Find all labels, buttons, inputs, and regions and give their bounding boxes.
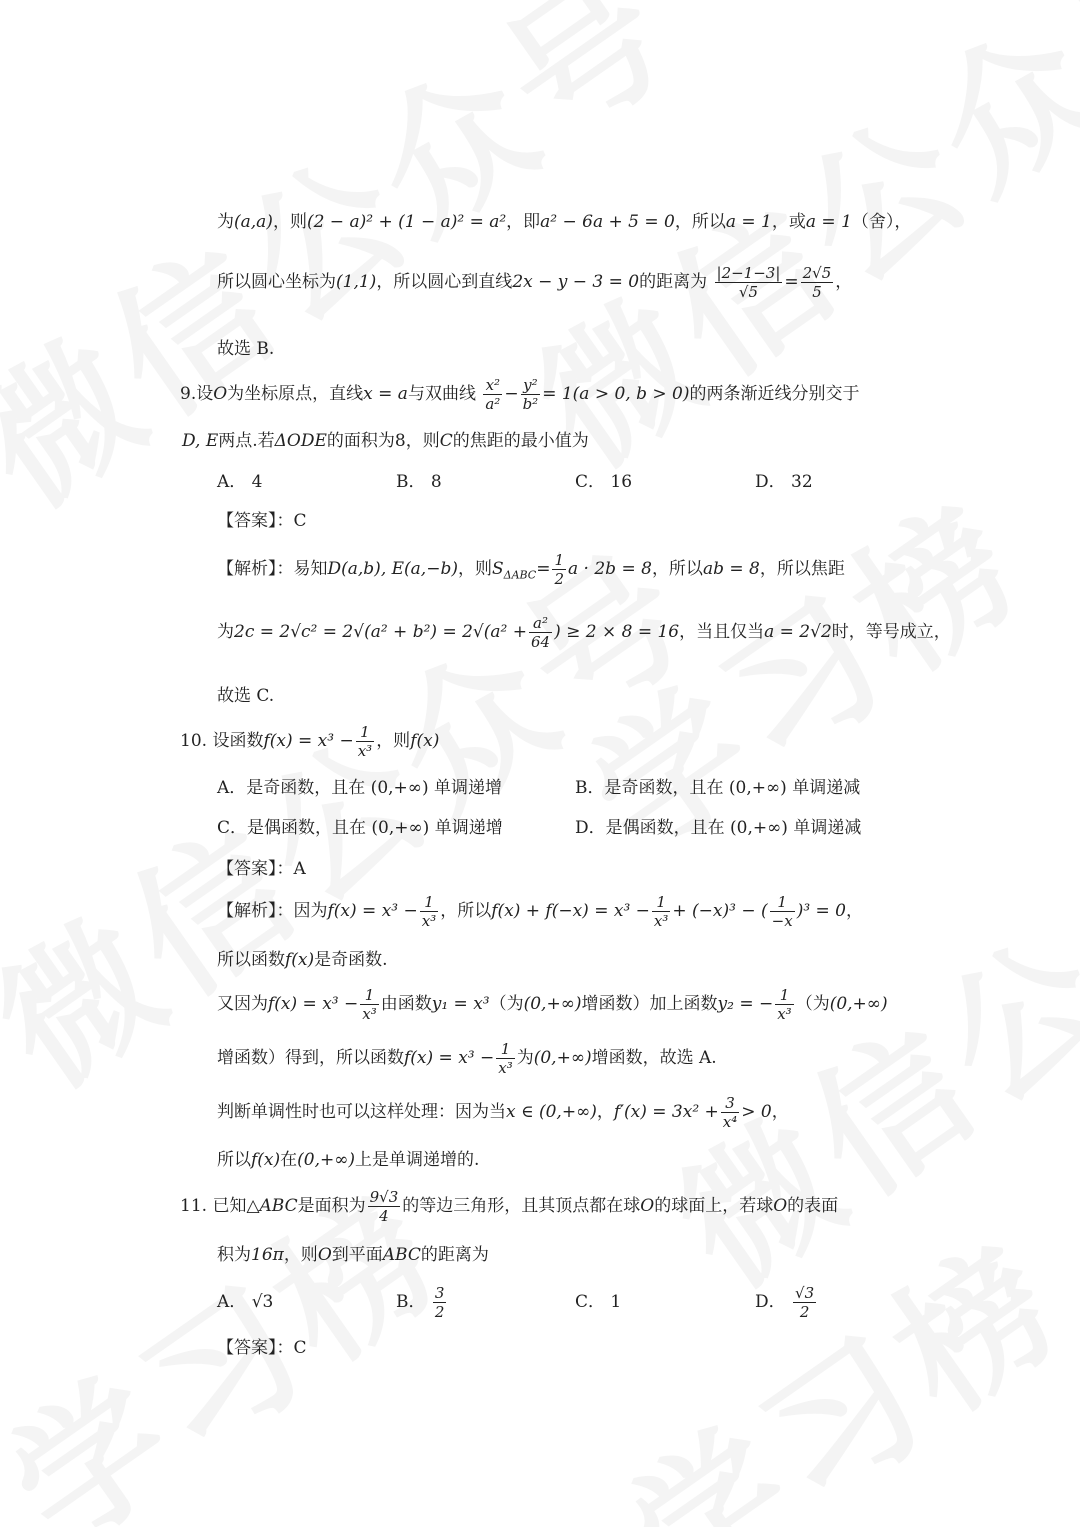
p8-line-2: 所以圆心坐标为(1,1)，所以圆心到直线2x − y − 3 = 0的距离为 $\frac{|2-1-3|}{√5}$ = $\frac{2√5}{5}$ ，: [217, 264, 853, 301]
fraction: $\frac{3}{2}$: [434, 1284, 445, 1321]
q10-analysis-line-2: 所以函数f(x)是奇函数.: [217, 950, 388, 970]
fraction: $\frac{1}{\text{x³}}$: [777, 986, 792, 1023]
q9-answer: 【答案】：C: [217, 511, 307, 531]
q9-choice-d: D． 32: [755, 472, 813, 492]
q10-choice-c: C．是偶函数，且在 (0,+∞) 单调递增: [217, 818, 503, 838]
fraction: $\frac{1}{\text{x³}}$: [653, 893, 669, 930]
q10-analysis-line-5: 判断单调性时也可以这样处理：因为当x ∈ (0,+∞)，f′(x) = 3x² + $\frac{3}{\text{x⁴}}$ > 0，: [217, 1094, 789, 1131]
fraction: $\frac{1}{\text{x³}}$: [421, 893, 437, 930]
q11-choice-c: C． 1: [575, 1292, 622, 1312]
fraction: $\frac{\text{a²}}{64}$: [530, 614, 551, 651]
q11-answer: 【答案】：C: [217, 1338, 307, 1358]
q9-stem-line-1: 9.设O为坐标原点，直线x = a与双曲线 $\frac{\text{x²}}{\text{a²}}$ − $\frac{\text{y²}}{\text{b²}}$ = 1(a > 0, b > 0)的两条渐近线分别交于: [180, 376, 860, 413]
fraction: $\frac{1}{\text{x³}}$: [357, 723, 373, 760]
q9-choice-c: C． 16: [575, 472, 633, 492]
q11-choice-a: A． √3: [217, 1292, 274, 1312]
q10-choice-a: A．是奇函数，且在 (0,+∞) 单调递增: [217, 778, 502, 798]
fraction: $\frac{1}{\text{x³}}$: [498, 1040, 513, 1077]
fraction: $\frac{\text{x²}}{\text{a²}}$: [485, 376, 501, 413]
fraction: $\frac{1}{\text{x³}}$: [362, 986, 377, 1023]
p8-line-3: 故选 B.: [217, 339, 275, 359]
q10-analysis-line-1: 【解析】：因为f(x) = x³ − $\frac{1}{\text{x³}}$ ，所以f(x) + f(−x) = x³ − $\frac{1}{\text{x³}}$ + (−x)³ − ( $\frac{1}{-x}$ )³ = 0，: [217, 893, 864, 930]
q11-stem-line-2: 积为16π，则O到平面ABC的距离为: [217, 1245, 489, 1265]
fraction: $\frac{\text{y²}}{\text{b²}}$: [522, 376, 539, 413]
fraction: $\frac{1}{2}$: [554, 551, 565, 588]
q11-choice-d: D． $\frac{√3}{2}$: [755, 1284, 815, 1321]
q10-choice-b: B．是奇函数，且在 (0,+∞) 单调递减: [575, 778, 861, 798]
q10-analysis-line-3: 又因为f(x) = x³ − $\frac{1}{\text{x³}}$ 由函数y₁ = x³（为(0,+∞)增函数）加上函数y₂ = − $\frac{1}{\text{x³}}$ （为(0,+∞): [217, 986, 888, 1023]
fraction: $\frac{3}{\text{x⁴}}$: [722, 1094, 738, 1131]
q10-choice-d: D．是偶函数，且在 (0,+∞) 单调递减: [575, 818, 862, 838]
q9-choice-b: B． 8: [396, 472, 442, 492]
fraction: $\frac{|2-1-3|}{√5}$: [716, 264, 781, 301]
q9-analysis-line-2: 为2c = 2√c² = 2√(a² + b²) = 2√(a² + $\frac{\text{a²}}{64}$ ) ≥ 2 × 8 = 16，当且仅当a = 2√2时，等号成立，: [217, 614, 951, 651]
q11-stem-line-1: 11. 已知△ABC是面积为 $\frac{9√3}{4}$ 的等边三角形，且其顶点都在球O的球面上，若球O的表面: [180, 1188, 839, 1225]
fraction: $\frac{1}{-x}$: [771, 893, 793, 930]
q9-choice-a: A． 4: [217, 472, 263, 492]
q10-answer: 【答案】：A: [217, 859, 306, 879]
fraction: $\frac{9√3}{4}$: [369, 1188, 399, 1225]
p8-line-1: 为(a,a)，则(2 − a)² + (1 − a)² = a²，即a² − 6a + 5 = 0，所以a = 1，或a = 1（舍），: [217, 212, 912, 232]
q9-analysis-line-3: 故选 C.: [217, 686, 275, 706]
q11-choice-b: B． $\frac{3}{2}$: [396, 1284, 445, 1321]
fraction: $\frac{√3}{2}$: [795, 1284, 815, 1321]
fraction: $\frac{2√5}{5}$: [802, 264, 832, 301]
q10-analysis-line-6: 所以f(x)在(0,+∞)上是单调递增的.: [217, 1150, 480, 1170]
q9-stem-line-2: D, E两点.若ΔODE的面积为8，则C的焦距的最小值为: [182, 431, 589, 451]
q9-analysis-line-1: 【解析】：易知D(a,b), E(a,−b)，则$S_{\Delta ABC}=$ $\frac{1}{2}$ a · 2b = 8，所以ab = 8，所以焦距: [217, 551, 845, 588]
q10-stem: 10. 设函数f(x) = x³ − $\frac{1}{\text{x³}}$ ，则f(x): [180, 723, 440, 760]
q10-analysis-line-4: 增函数）得到，所以函数f(x) = x³ − $\frac{1}{\text{x³}}$ 为(0,+∞)增函数，故选 A.: [217, 1040, 717, 1077]
